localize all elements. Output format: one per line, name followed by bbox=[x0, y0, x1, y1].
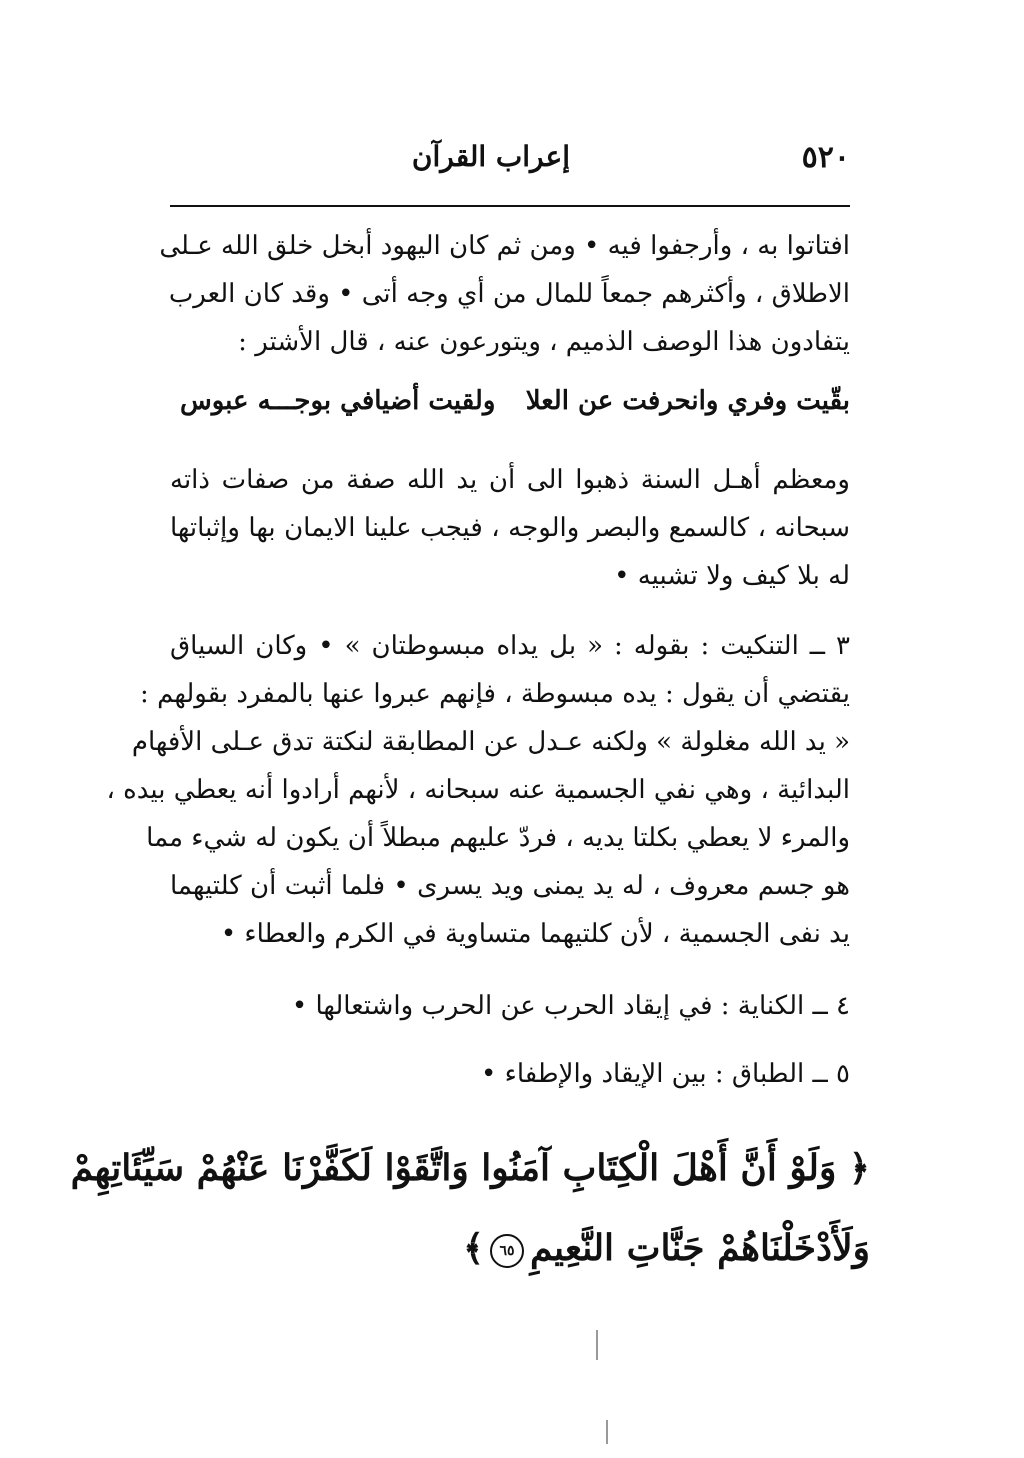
point-5-paragraph bbox=[170, 1050, 850, 1098]
text-line: يتفادون هذا الوصف الذميم ، ويتورعون عنه ، قال الأشتر : bbox=[238, 327, 850, 357]
text-line: والمرء لا يعطي بكلتا يديه ، فردّ عليهم مبطلاً أن يكون له شيء مما bbox=[146, 823, 850, 853]
scan-artifact bbox=[606, 1420, 608, 1444]
page-header bbox=[170, 140, 850, 190]
text-line: ٤ ــ الكناية : في إيقاد الحرب عن الحرب واشتعالها • bbox=[291, 991, 850, 1021]
text-line: يقتضي أن يقول : يده مبسوطة ، فإنهم عبروا عنها بالمفرد بقولهم : bbox=[140, 679, 850, 709]
ayah-number-marker: ٦٥ bbox=[490, 1234, 524, 1268]
quran-text-1: وَلَوْ أَنَّ أَهْلَ الْكِتَابِ آمَنُوا وَاتَّقَوْا لَكَفَّرْنَا عَنْهُمْ سَيِّئَاتِهِمْ bbox=[70, 1147, 837, 1189]
verse-first-hemistich: بقّيت وفري وانحرفت عن العلا bbox=[525, 386, 850, 416]
quran-close-bracket: ﴾ bbox=[462, 1227, 485, 1269]
intro-paragraph bbox=[159, 222, 850, 366]
text-line: « يد الله مغلولة » ولكنه عـدل عن المطابقة لنكتة تدق عـلى الأفهام bbox=[131, 727, 850, 757]
verse-second-hemistich: ولقيت أضيافي بوجـــه عبوس bbox=[180, 386, 496, 416]
text-line: ٣ ــ التنكيت : بقوله : « بل يداه مبسوطتان » • وكان السياق bbox=[170, 631, 850, 661]
text-line: البدائية ، وهي نفي الجسمية عنه سبحانه ، لأنهم أرادوا أنه يعطي بيده ، bbox=[106, 775, 850, 805]
text-line: ومعظم أهـل السنة ذهبوا الى أن يد الله صفة من صفات ذاته bbox=[170, 465, 850, 495]
text-line: سبحانه ، كالسمع والبصر والوجه ، فيجب علينا الايمان بها وإثباتها bbox=[170, 513, 850, 543]
poetry-verse bbox=[170, 386, 850, 436]
running-title: إعراب القرآن bbox=[411, 140, 570, 173]
quran-line-1 bbox=[70, 1128, 870, 1208]
text-line: ٥ ــ الطباق : بين الإيقاد والإطفاء • bbox=[481, 1059, 850, 1089]
text-line: له بلا كيف ولا تشبيه • bbox=[614, 561, 850, 591]
point-3-paragraph bbox=[106, 622, 850, 958]
text-line: يد نفى الجسمية ، لأن كلتيهما متساوية في الكرم والعطاء • bbox=[220, 919, 850, 949]
text-line: هو جسم معروف ، له يد يمنى ويد يسرى • فلما أثبت أن كلتيهما bbox=[170, 871, 850, 901]
header-rule bbox=[170, 205, 850, 207]
quran-text-2: وَلَأَدْخَلْنَاهُمْ جَنَّاتِ النَّعِيمِ bbox=[530, 1227, 870, 1269]
quran-open-bracket: ﴿ bbox=[848, 1147, 870, 1189]
scan-artifact bbox=[596, 1330, 598, 1360]
text-line: افتاتوا به ، وأرجفوا فيه • ومن ثم كان اليهود أبخل خلق الله عـلى bbox=[159, 231, 850, 261]
sunnah-paragraph bbox=[170, 456, 850, 600]
page-number: ٥٢٠ bbox=[801, 140, 850, 175]
quran-verse bbox=[70, 1128, 870, 1288]
text-line: الاطلاق ، وأكثرهم جمعاً للمال من أي وجه أتى • وقد كان العرب bbox=[168, 279, 850, 309]
point-4-paragraph bbox=[170, 982, 850, 1030]
quran-line-2 bbox=[170, 1208, 870, 1288]
